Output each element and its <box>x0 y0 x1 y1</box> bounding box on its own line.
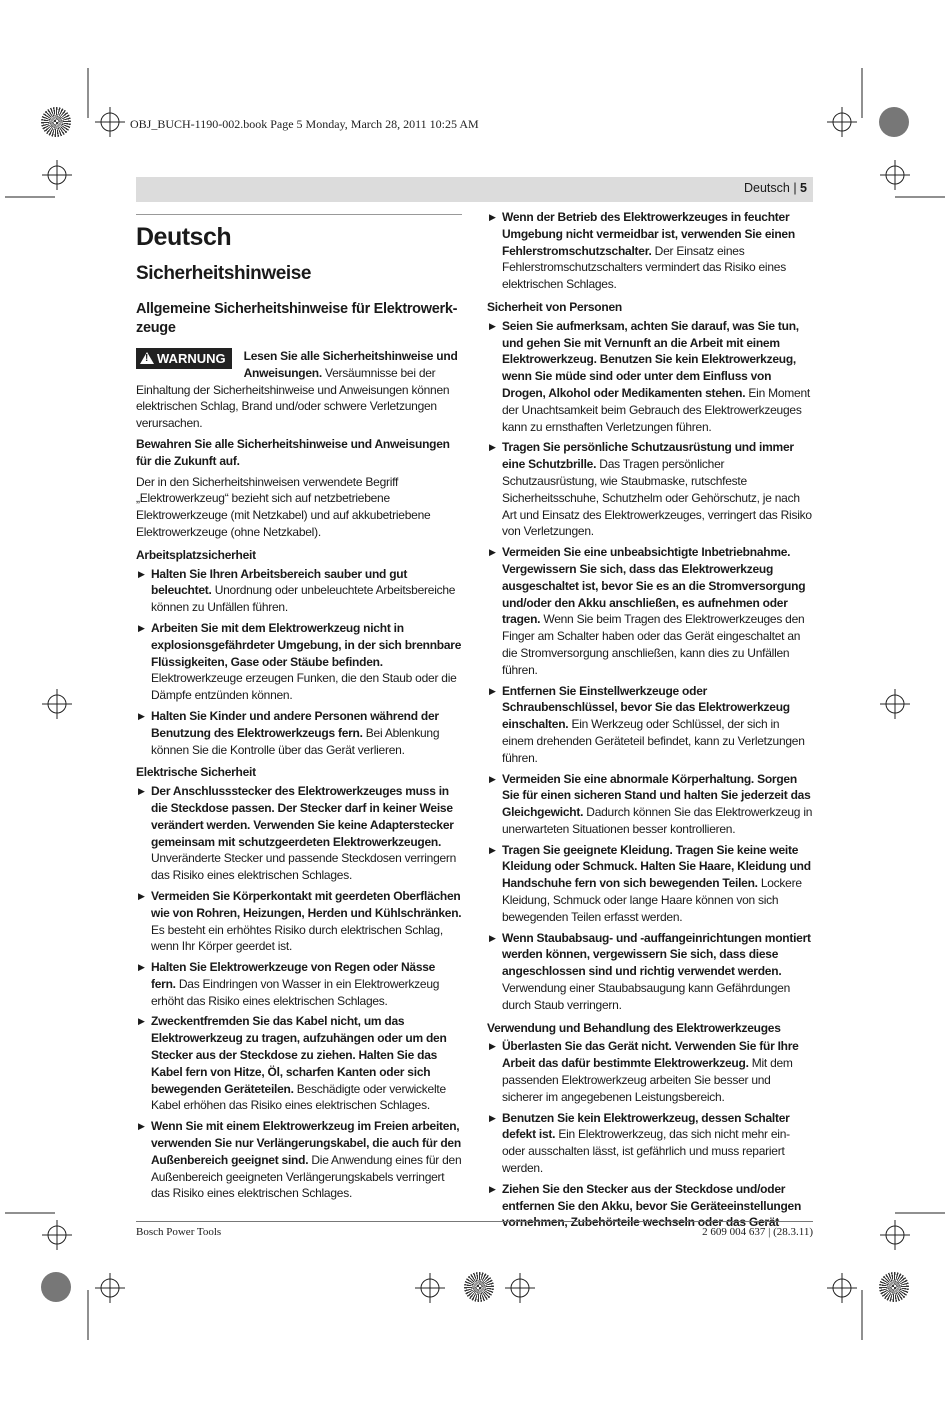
list-item <box>487 771 813 838</box>
bullet-icon: ▶ <box>489 773 496 784</box>
header-separator: | <box>789 181 801 195</box>
warning-label: WARNUNG <box>157 351 226 366</box>
page-number: 5 <box>800 181 807 195</box>
item-bold: Entfernen Sie Einstellwerkzeuge oder Schraubenschlüssel, bevor Sie das Elektrowerkzeug einschalten. <box>502 683 790 732</box>
warning-icon <box>140 352 154 364</box>
bullet-icon: ▶ <box>489 212 496 222</box>
page-label <box>744 181 807 195</box>
list-item <box>136 566 462 616</box>
item-bold: Halten Sie Elektrowerkzeuge von Regen oder Nässe fern. <box>151 960 436 991</box>
heading-personal-safety: Sicherheit von Personen <box>487 299 622 314</box>
list-item <box>136 783 462 884</box>
item-text: Das Eindringen von Wasser in ein Elektrowerkzeug erhöht das Risiko eines elektrischen Schlages. <box>151 976 440 1008</box>
list-item <box>136 959 462 1009</box>
item-bold: Der Anschlussstecker des Elektrowerkzeuges muss in die Steckdose passen. Der Stecker darf in keiner Weise verändert werden. Verwenden Sie keine Adapterstecker gemeinsam mit schutzgeerdeten Elektrowerkzeugen. <box>151 784 454 849</box>
bullet-icon: ▶ <box>138 1016 145 1027</box>
header-section: Deutsch <box>743 181 790 195</box>
bullet-icon: ▶ <box>138 1121 145 1132</box>
list-item <box>136 1013 462 1114</box>
bullet-icon: ▶ <box>138 890 145 901</box>
item-bold: Tragen Sie persönliche Schutzausrüstung und immer eine Schutzbrille. <box>502 440 794 472</box>
item-text: Wenn Sie beim Tragen des Elektrowerkzeuges den Finger am Schalter haben oder das Gerät eingeschaltet an die Stromversorgung anschließen, kann dies zu Unfällen führen. <box>502 612 805 677</box>
language-title: Deutsch <box>136 223 232 251</box>
list-item <box>487 318 813 436</box>
intro-paragraph: Der in den Sicherheitshinweisen verwendete Begriff „Elektrowerkzeug“ bezieht sich auf netzbetriebene Elektrowerkzeuge (mit Netzkabel) und auf akkubetriebene Elektrowerkzeuge (ohne Netzkabel). <box>136 474 431 539</box>
item-bold: Vermeiden Sie eine abnormale Körperhaltung. Sorgen Sie für einen sicheren Stand und halten Sie jederzeit das Gleichgewicht. <box>502 771 811 820</box>
item-text: Unordnung oder unbeleuchtete Arbeitsbereiche können zu Unfällen führen. <box>151 583 456 615</box>
heading-electrical-safety: Elektrische Sicherheit <box>136 765 256 780</box>
heading-tool-use: Verwendung und Behandlung des Elektrowerkzeuges <box>487 1020 781 1035</box>
subsection-title: Allgemeine Sicherheitshinweise für Elektrowerk-zeuge <box>136 301 458 336</box>
list-item <box>487 930 813 1014</box>
bullet-icon: ▶ <box>489 1183 496 1194</box>
item-text: Unveränderte Stecker und passende Steckdosen verringern das Risiko eines elektrischen Schlages. <box>151 851 457 883</box>
bullet-icon: ▶ <box>489 320 496 331</box>
list-item <box>487 1110 813 1177</box>
item-text: Mit dem passenden Elektrowerkzeug arbeiten Sie besser und sicherer im angegebenen Leistungsbereich. <box>502 1056 793 1104</box>
bullet-icon: ▶ <box>489 932 496 943</box>
footer-rule <box>136 1221 813 1222</box>
bullet-icon: ▶ <box>138 622 145 633</box>
electrical-safety-list-continued <box>487 209 813 293</box>
item-text: Lockere Kleidung, Schmuck oder lange Haare können von sich bewegenden Teilen erfasst werden. <box>502 876 802 924</box>
list-item <box>487 1038 813 1105</box>
list-item <box>487 842 813 926</box>
item-text: Verwendung einer Staubabsaugung kann Gefährdungen durch Staub verringern. <box>502 981 790 1012</box>
item-bold: Tragen Sie geeignete Kleidung. Tragen Sie keine weite Kleidung oder Schmuck. Halten Sie Haare, Kleidung und Handschuhe fern von sich bewegenden Teilen. <box>502 842 811 891</box>
warning-text: Versäumnisse bei der Einhaltung der Sicherheitshinweise und Anweisungen können elektrischen Schlag, Brand und/oder schwere Verletzungen verursachen. <box>136 365 450 431</box>
heading-workplace-safety: Arbeitsplatzsicherheit <box>136 547 256 562</box>
item-bold: Wenn Sie mit einem Elektrowerkzeug im Freien arbeiten, verwenden Sie nur Verlängerungskabel, die auch für den Außenbereich geeignet sind. <box>151 1119 461 1167</box>
item-bold: Arbeiten Sie mit dem Elektrowerkzeug nicht in explosionsgefährdeter Umgebung, in der sich brennbare Flüssigkeiten, Gase oder Stäube befinden. <box>151 620 462 669</box>
item-bold: Benutzen Sie kein Elektrowerkzeug, dessen Schalter defekt ist. <box>502 1110 790 1142</box>
bullet-icon: ▶ <box>138 786 145 797</box>
list-item <box>487 439 813 540</box>
item-text: Beschädigte oder verwickelte Kabel erhöhen das Risiko eines elektrischen Schlages. <box>151 1081 446 1113</box>
item-bold: Seien Sie aufmerksam, achten Sie darauf, was Sie tun, und gehen Sie mit Vernunft an die Arbeit mit einem Elektrowerkzeug. Benutzen Sie kein Elektrowerkzeug, wenn Sie müde sind oder unter dem Einfluss von Drogen, Alkohol oder Medikamenten stehen. <box>502 318 799 400</box>
personal-safety-list <box>487 318 813 1014</box>
warning-paragraph <box>136 348 462 432</box>
warning-bold: Lesen Sie alle Sicherheitshinweise und Anweisungen. <box>243 349 458 380</box>
list-item <box>136 1118 462 1202</box>
item-bold: Vermeiden Sie eine unbeabsichtigte Inbetriebnahme. Vergewissern Sie sich, dass das Elektrowerkzeug ausgeschaltet ist, bevor Sie es an die Stromversorgung und/oder den Akku anschließen, es aufnehmen oder tragen. <box>502 545 806 627</box>
item-bold: Vermeiden Sie Körperkontakt mit geerdeten Oberflächen wie von Rohren, Heizungen, Herden und Kühlschränken. <box>151 888 462 920</box>
item-text: Elektrowerkzeuge erzeugen Funken, die den Staub oder die Dämpfe entzünden können. <box>151 671 457 703</box>
item-bold: Ziehen Sie den Stecker aus der Steckdose und/oder entfernen Sie den Akku, bevor Sie Geräteeinstellungen vornehmen, Zubehörteile wechseln oder das Gerät <box>502 1181 802 1230</box>
item-bold: Halten Sie Ihren Arbeitsbereich sauber und gut beleuchtet. <box>151 566 408 598</box>
bullet-icon: ▶ <box>489 547 496 558</box>
warning-badge <box>136 348 232 369</box>
right-column <box>487 209 813 1235</box>
list-item <box>487 209 813 293</box>
list-item <box>487 683 813 767</box>
footer-brand: Bosch Power Tools <box>136 1226 222 1238</box>
item-text: Dadurch können Sie das Elektrowerkzeug in unerwarteten Situationen besser kontrollieren. <box>502 805 813 836</box>
item-bold: Wenn Staubabsaug- und -auffangeinrichtungen montiert werden können, vergewissern Sie sich, dass diese angeschlossen sind und richtig verwendet werden. <box>502 930 811 979</box>
list-item <box>136 708 462 758</box>
section-title: Sicherheitshinweise <box>136 263 312 284</box>
item-bold: Überlasten Sie das Gerät nicht. Verwenden Sie für Ihre Arbeit das dafür bestimmte Elektrowerkzeug. <box>502 1039 799 1071</box>
list-item <box>487 1181 813 1231</box>
bullet-icon: ▶ <box>489 442 496 453</box>
file-info: OBJ_BUCH-1190-002.book Page 5 Monday, March 28, 2011 10:25 AM <box>130 117 479 131</box>
workplace-safety-list <box>136 566 462 759</box>
left-column <box>136 216 462 1206</box>
keep-instructions: Bewahren Sie alle Sicherheitshinweise und Anweisungen für die Zukunft auf. <box>136 436 450 468</box>
item-text: Ein Werkzeug oder Schlüssel, der sich in einem drehenden Geräteteil befindet, kann zu Verletzungen führen. <box>502 717 805 765</box>
item-text: Bei Ablenkung können Sie die Kontrolle über das Gerät verlieren. <box>151 725 440 757</box>
running-header <box>136 177 813 202</box>
footer-doc-number: 2 609 004 637 | (28.3.11) <box>702 1226 813 1238</box>
bullet-icon: ▶ <box>138 568 145 579</box>
bullet-icon: ▶ <box>489 685 496 696</box>
column-rule <box>136 214 462 215</box>
bullet-icon: ▶ <box>138 710 145 721</box>
list-item <box>136 888 462 955</box>
item-bold: Zweckentfremden Sie das Kabel nicht, um das Elektrowerkzeug zu tragen, aufzuhängen oder um den Stecker aus der Steckdose zu ziehen. Halten Sie das Kabel fern von Hitze, Öl, scharfen Kanten oder sich bewegenden Geräteteilen. <box>151 1014 447 1096</box>
item-bold: Wenn der Betrieb des Elektrowerkzeuges in feuchter Umgebung nicht vermeidbar ist, verwenden Sie einen Fehlerstromschutzschalter. <box>502 210 795 258</box>
bullet-icon: ▶ <box>489 1041 496 1052</box>
bullet-icon: ▶ <box>489 844 496 855</box>
item-text: Ein Moment der Unachtsamkeit beim Gebrauch des Elektrowerkzeuges kann zu ernsthaften Verletzungen führen. <box>502 385 810 434</box>
item-text: Die Anwendung eines für den Außenbereich geeigneten Verlängerungskabels verringert das Risiko eines elektrischen Schlages. <box>151 1152 462 1201</box>
item-text: Der Einsatz eines Fehlerstromschutzschalters vermindert das Risiko eines elektrischen Schlages. <box>502 243 786 292</box>
electrical-safety-list <box>136 783 462 1202</box>
bullet-icon: ▶ <box>138 962 145 973</box>
item-bold: Halten Sie Kinder und andere Personen während der Benutzung des Elektrowerkzeugs fern. <box>151 708 439 740</box>
list-item <box>136 620 462 704</box>
list-item <box>487 544 813 678</box>
tool-use-list <box>487 1038 813 1231</box>
bullet-icon: ▶ <box>489 1112 496 1123</box>
item-text: Ein Elektrowerkzeug, das sich nicht mehr ein- oder ausschalten lässt, ist gefährlich und muss repariert werden. <box>502 1127 790 1176</box>
item-text: Das Tragen persönlicher Schutzausrüstung, wie Staubmaske, rutschfeste Sicherheitsschuhe, Schutzhelm oder Gehörschutz, je nach Art und Einsatz des Elektrowerkzeuges, verringert das Risiko von Verletzungen. <box>502 457 812 539</box>
item-text: Es besteht ein erhöhtes Risiko durch elektrischen Schlag, wenn Ihr Körper geerdet ist. <box>151 922 443 954</box>
